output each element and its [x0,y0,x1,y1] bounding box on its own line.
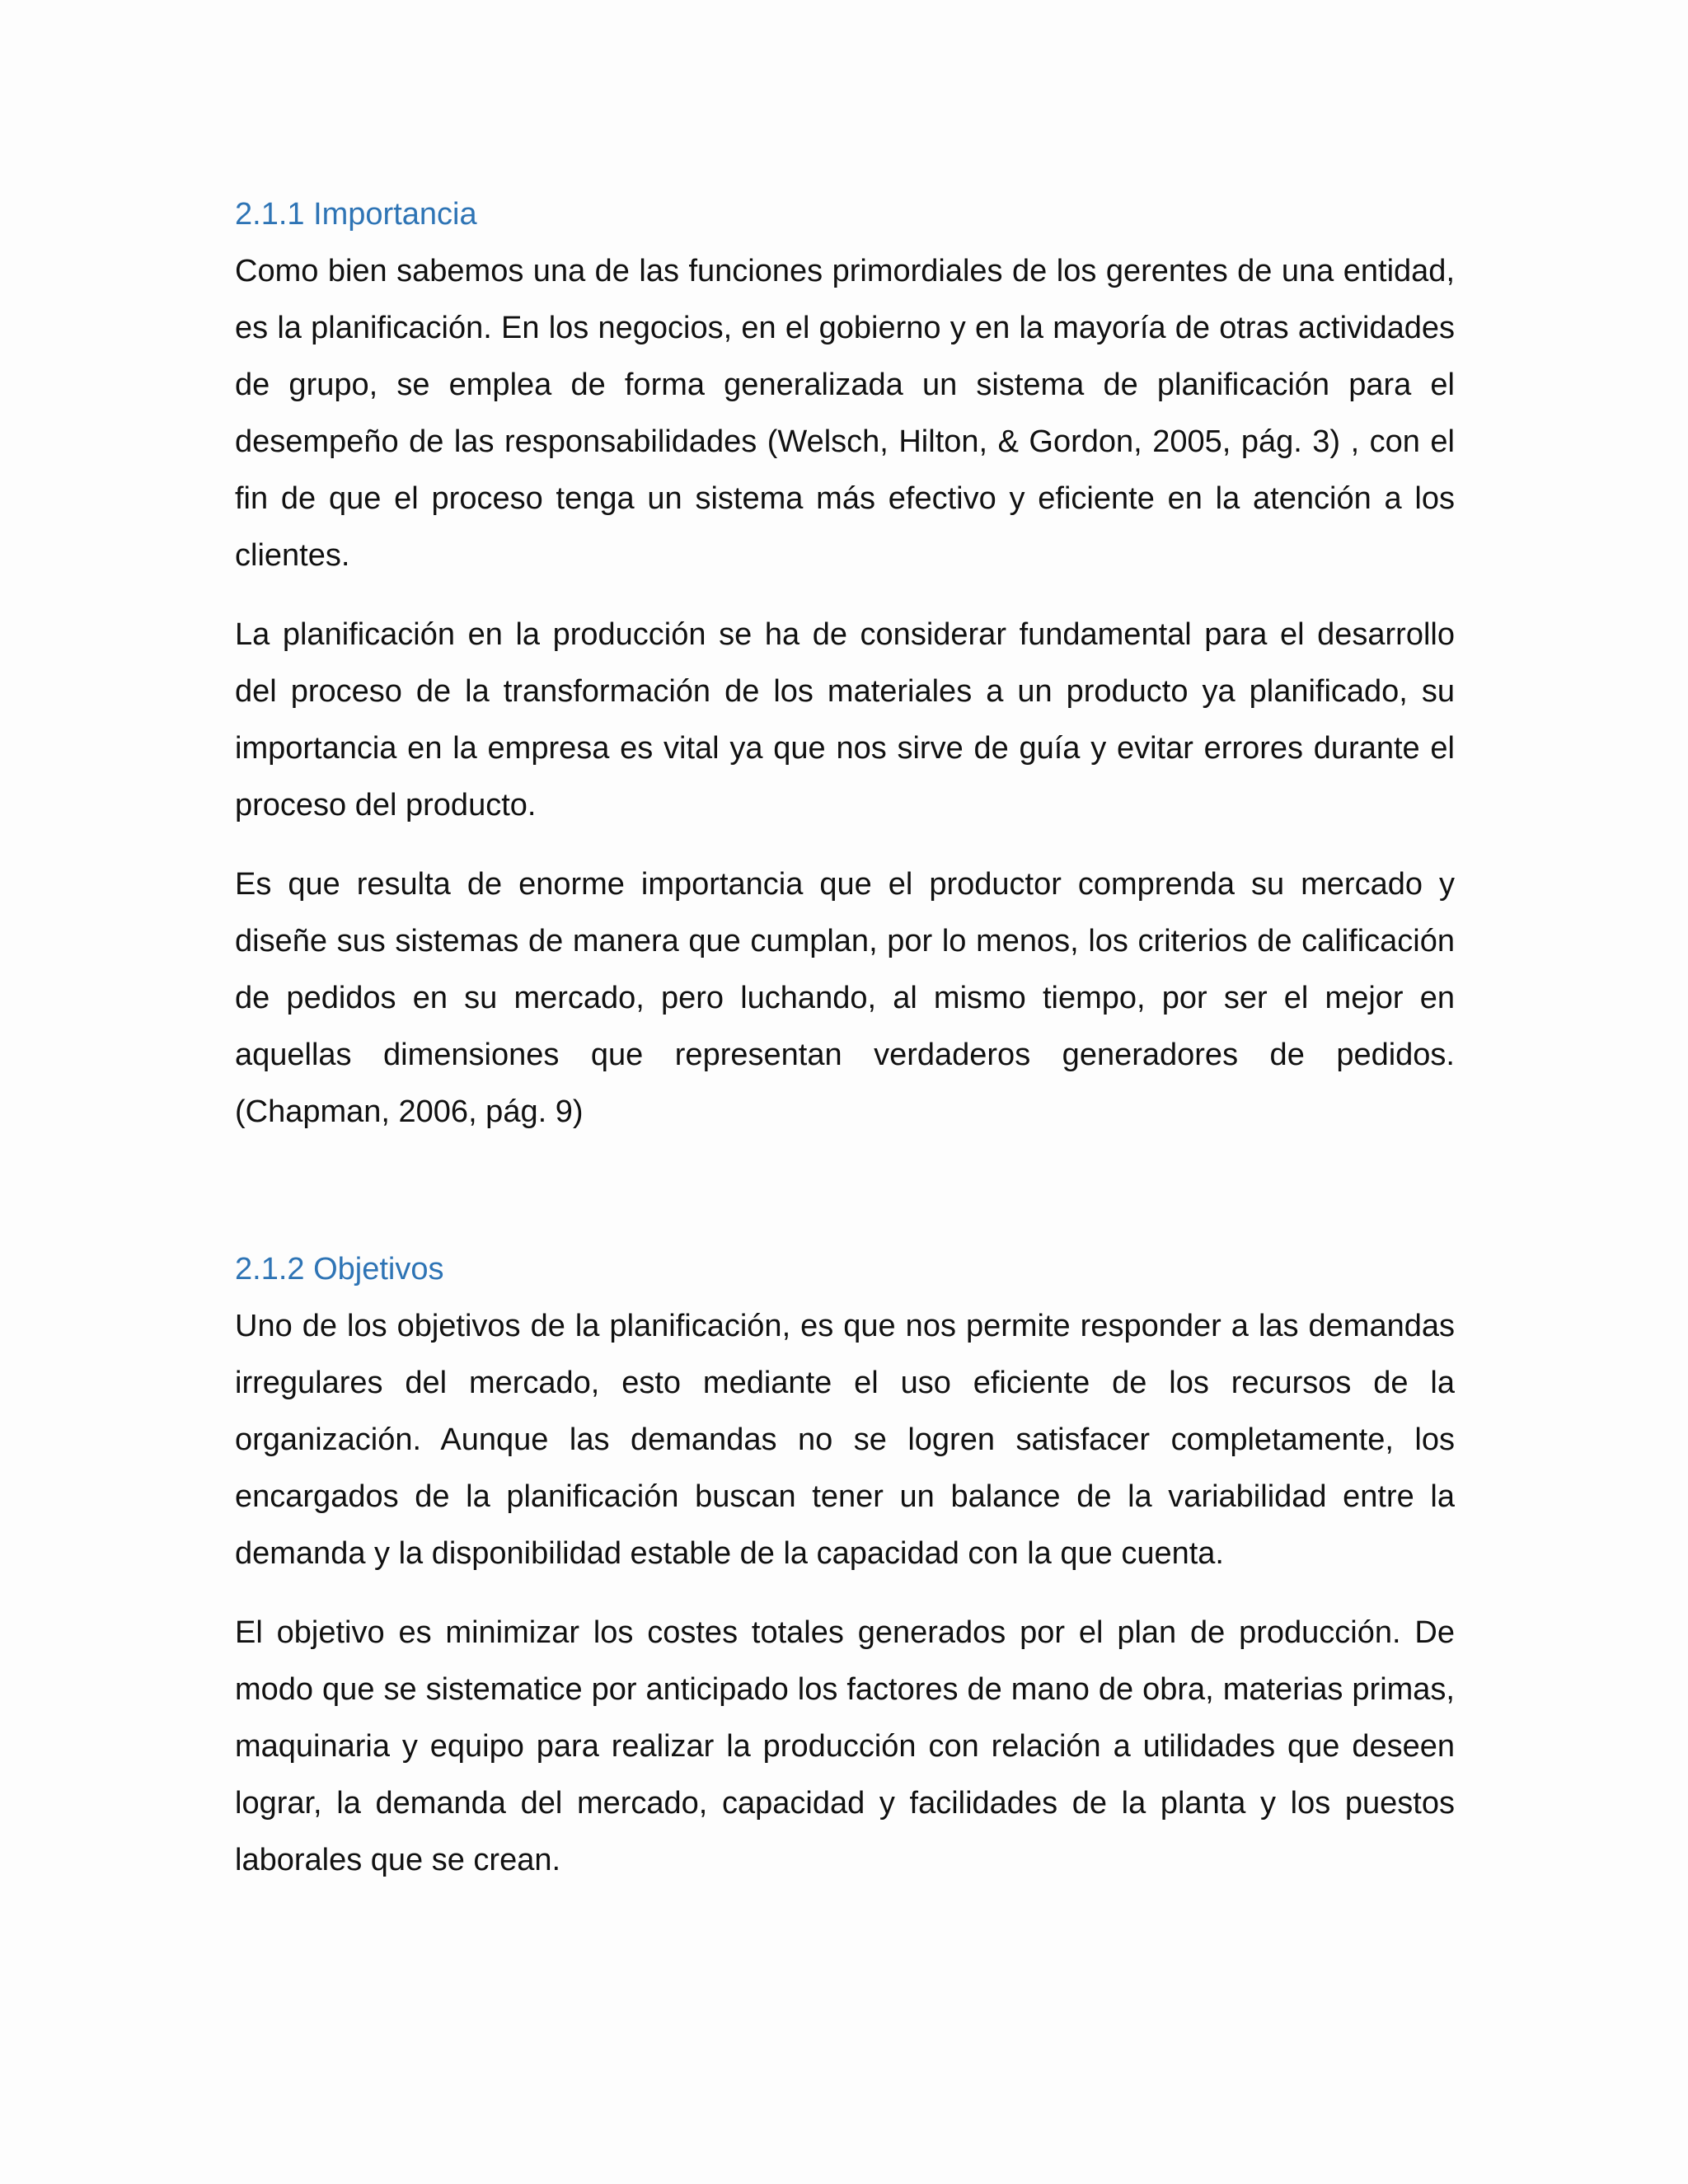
section-heading-importancia: 2.1.1 Importancia [235,197,477,232]
paragraph: La planificación en la producción se ha de considerar fundamental para el desarrollo del proceso de la transformación de los materiales a un producto ya planificado, su importancia en la empresa es vital ya que nos sirve de guía y evitar errores durante el proceso del producto. [235,617,1455,823]
section-heading-objetivos: 2.1.2 Objetivos [235,1252,444,1286]
section-spacer [235,1141,1455,1241]
document-body [235,186,1455,1889]
paragraph: Uno de los objetivos de la planificación, es que nos permite responder a las demandas irregulares del mercado, esto mediante el uso eficiente de los recursos de la organización. Aunque las demandas no se logren satisfacer completamente, los encargados de la planificación buscan tener un balance de la variabilidad entre la demanda y la disponibilidad estable de la capacidad con la que cuenta. [235,1309,1455,1571]
paragraph: El objetivo es minimizar los costes totales generados por el plan de producción. De modo que se sistematice por anticipado los factores de mano de obra, materias primas, maquinaria y equipo para realizar la producción con relación a utilidades que deseen lograr, la demanda del mercado, capacidad y facilidades de la planta y los puestos laborales que se crean. [235,1615,1455,1877]
paragraph: Es que resulta de enorme importancia que el productor comprenda su mercado y diseñe sus sistemas de manera que cumplan, por lo menos, los criterios de calificación de pedidos en su mercado, pero luchando, al mismo tiempo, por ser el mejor en aquellas dimensiones que representan verdaderos generadores de pedidos. (Chapman, 2006, pág. 9) [235,867,1455,1129]
paragraph: Como bien sabemos una de las funciones primordiales de los gerentes de una entidad, es la planificación. En los negocios, en el gobierno y en la mayoría de otras actividades de grupo, se emplea de forma generalizada un sistema de planificación para el desempeño de las responsabilidades (Welsch, Hilton, & Gordon, 2005, pág. 3) , con el fin de que el proceso tenga un sistema más efectivo y eficiente en la atención a los clientes. [235,254,1455,573]
